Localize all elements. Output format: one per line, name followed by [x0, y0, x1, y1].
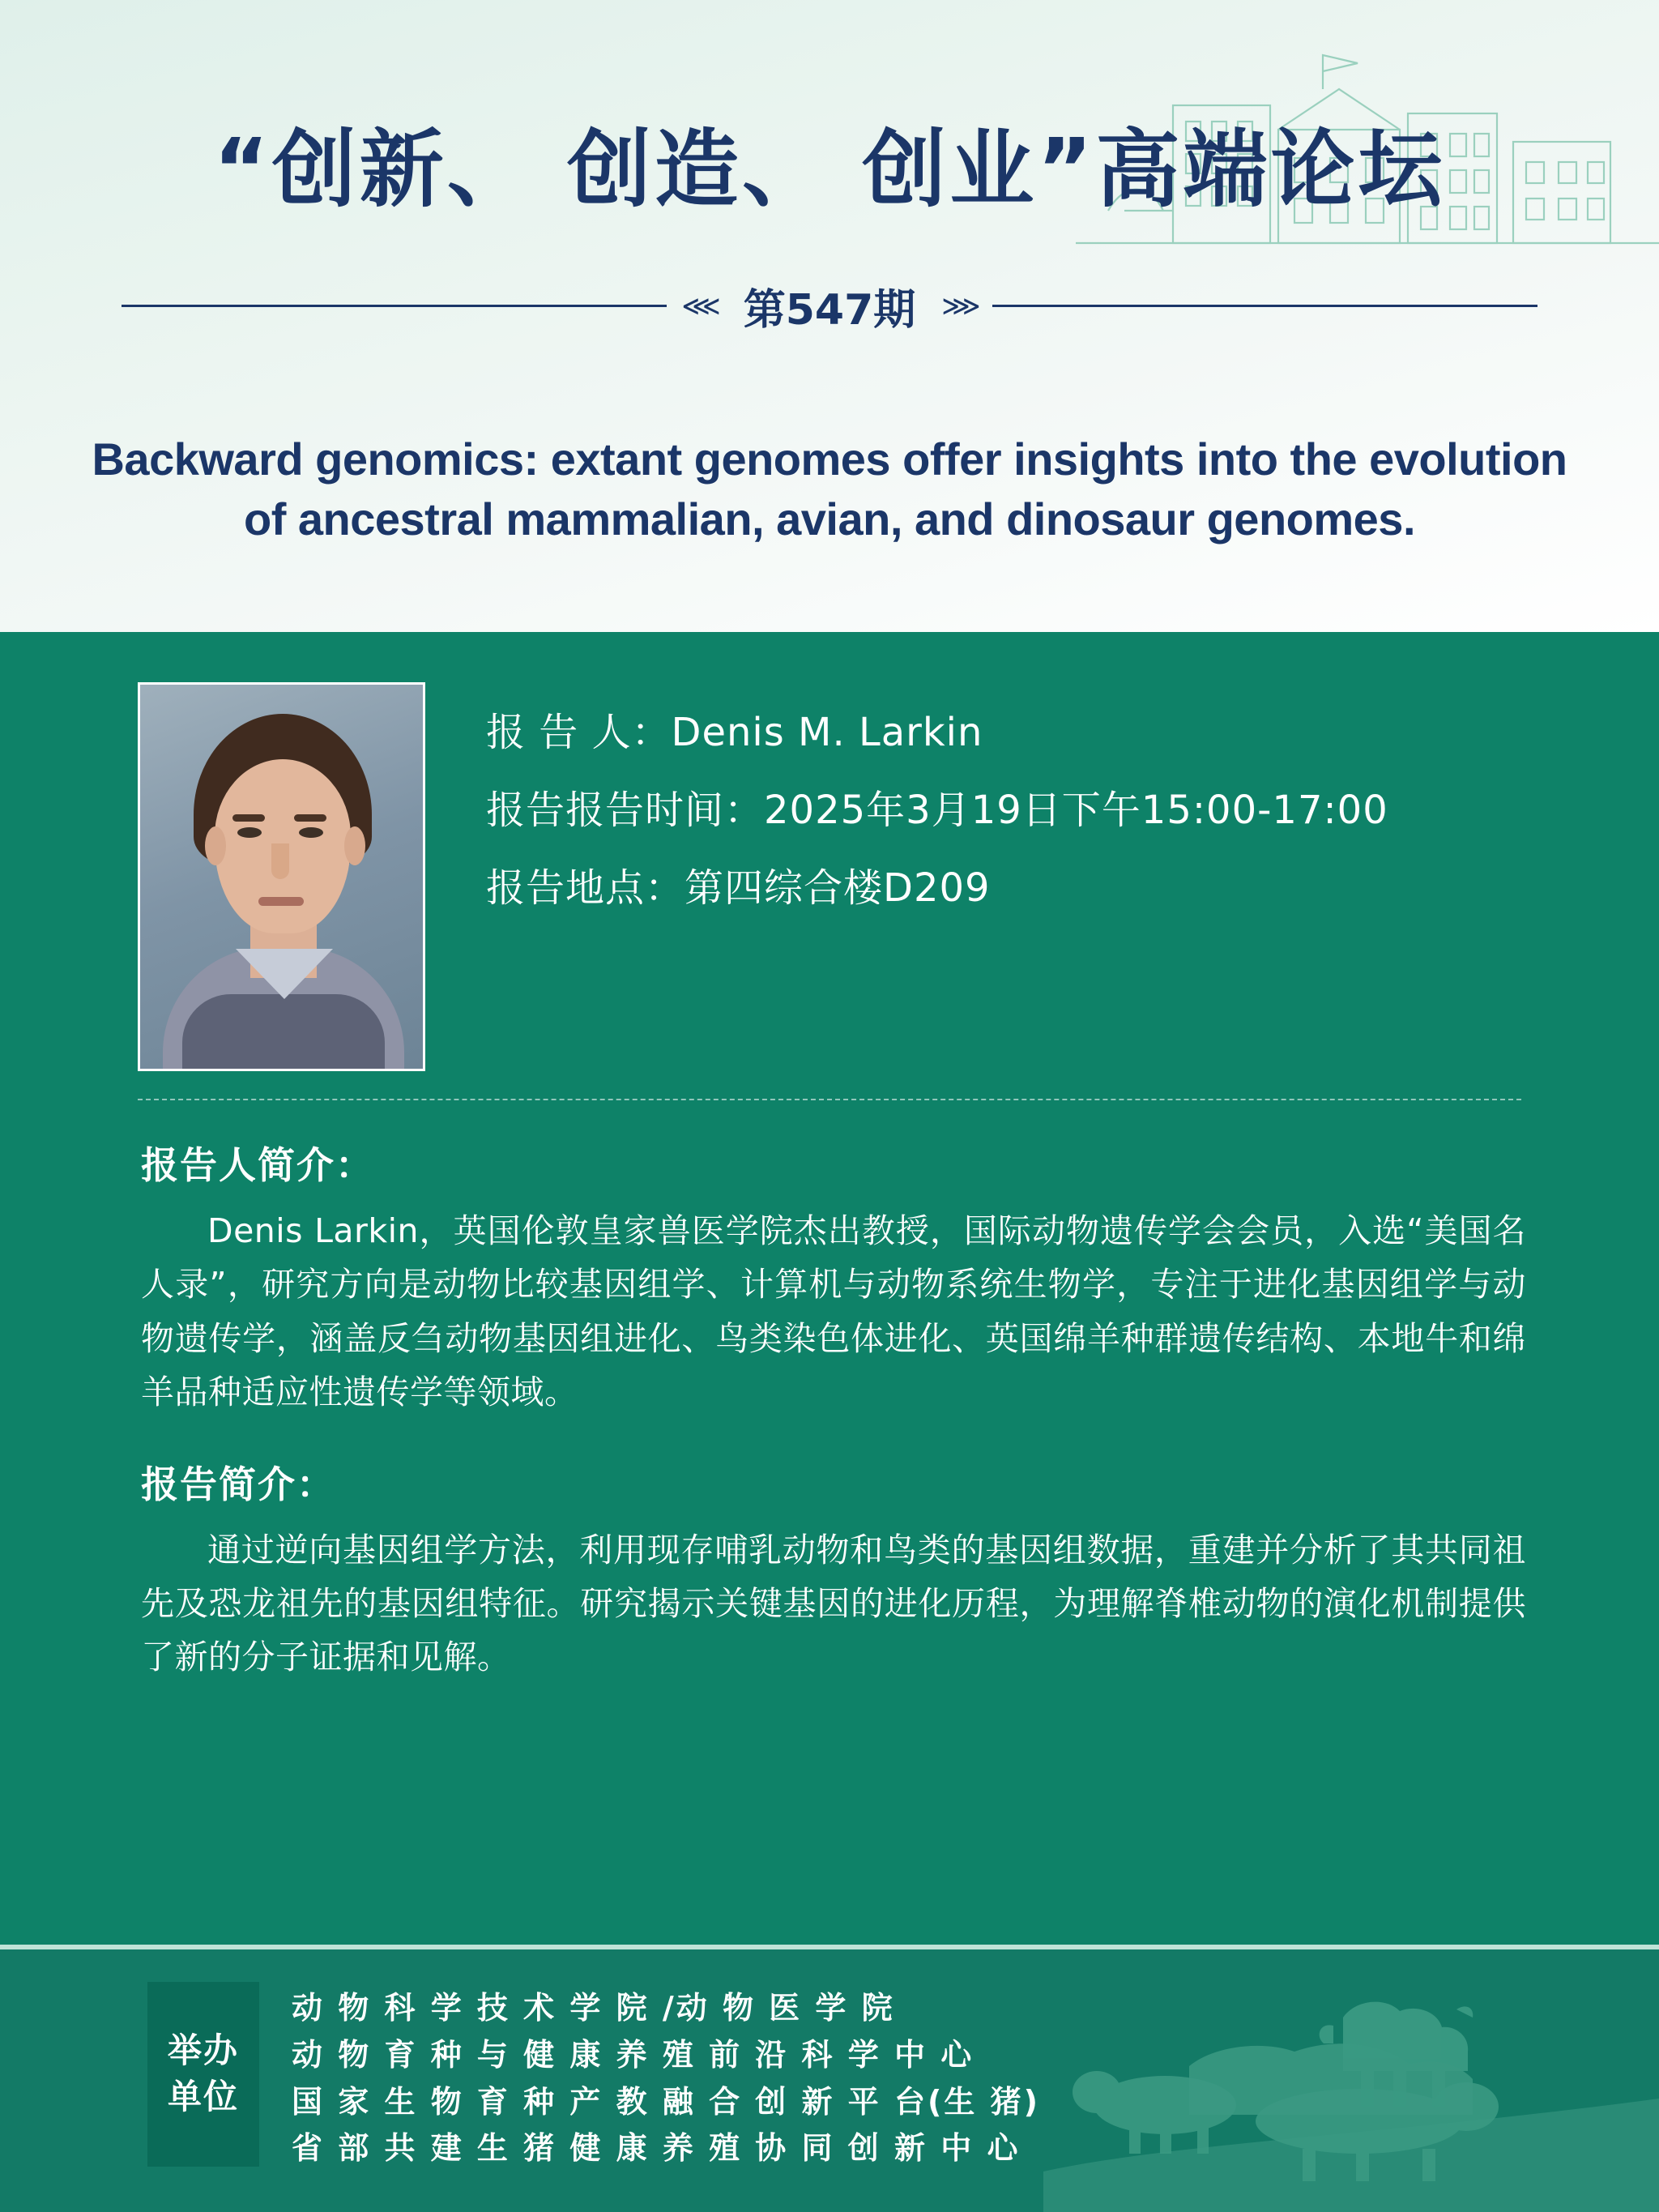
footer-section — [0, 1945, 1659, 2212]
speaker-name: 报 告 人：Denis M. Larkin — [486, 710, 983, 755]
english-lecture-title: Backward genomics: extant genomes offer insights into the evolution of ancestral mammalian, avian, and dinosaur genomes. — [92, 433, 1567, 544]
speaker-info — [425, 682, 1388, 1071]
title-block — [0, 122, 1659, 219]
speaker-row — [0, 632, 1659, 1071]
organizer-item: 动 物 科 学 技 术 学 院 /动 物 医 学 院 — [292, 1990, 895, 2026]
organizer-badge-line2: 单位 — [167, 2077, 239, 2116]
speaker-bio-text: Denis Larkin，英国伦敦皇家兽医学院杰出教授，国际动物遗传学会会员，入选“美国名人录”，研究方向是动物比较基因组学、计算机与动物系统生物学，专注于进化基因组学与动物遗传学，涵盖反刍动物基因组进化、鸟类染色体进化、英国绵羊种群遗传结构、本地牛和绵羊品种适应性遗传学等领域。 — [141, 1211, 1526, 1412]
speaker-portrait — [138, 682, 425, 1071]
page-title: “创新、 创造、 创业”高端论坛 — [213, 120, 1446, 219]
issue-row — [122, 275, 1537, 336]
speaker-time: 报告报告时间：2025年3月19日下午15:00-17:00 — [486, 788, 1388, 833]
abstract-text: 通过逆向基因组学方法，利用现存哺乳动物和鸟类的基因组数据，重建并分析了其共同祖先及恐龙祖先的基因组特征。研究揭示关键基因的进化历程，为理解脊椎动物的演化机制提供了新的分子证据和见解。 — [141, 1530, 1526, 1677]
header-section — [0, 0, 1659, 632]
organizer-list — [292, 1985, 1040, 2172]
organizer-item: 国 家 生 物 育 种 产 教 融 合 创 新 平 台(生 猪) — [292, 2083, 1040, 2120]
organizer-item: 动 物 育 种 与 健 康 养 殖 前 沿 科 学 中 心 — [292, 2036, 975, 2073]
livestock-silhouette-illustration — [1043, 1969, 1659, 2212]
rule-left — [122, 305, 667, 307]
speaker-bio-section — [0, 1136, 1659, 1420]
rule-right — [992, 305, 1537, 307]
content-section — [0, 632, 1659, 1945]
chevron-right-icon: ⋙ — [941, 289, 978, 322]
organizer-item: 省 部 共 建 生 猪 健 康 养 殖 协 同 创 新 中 心 — [292, 2130, 1021, 2167]
section-divider — [138, 1099, 1521, 1100]
organizer-badge — [147, 1982, 259, 2167]
speaker-bio-heading: 报告人简介： — [141, 1143, 374, 1187]
abstract-section — [0, 1455, 1659, 1685]
abstract-heading: 报告简介： — [141, 1462, 335, 1506]
issue-number: 第547期 — [743, 286, 916, 335]
organizer-badge-line1: 举办 — [167, 2031, 239, 2071]
footer-top-rule — [0, 1945, 1659, 1949]
speaker-venue: 报告地点：第四综合楼D209 — [486, 865, 991, 911]
chevron-left-icon: ⋘ — [681, 289, 718, 322]
